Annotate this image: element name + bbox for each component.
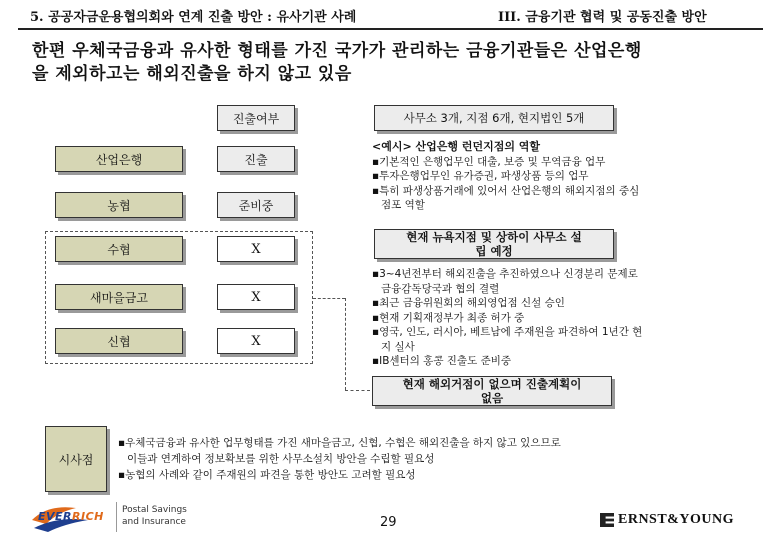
everrich-logo-text bbox=[38, 510, 104, 523]
kdb-bullet-cont: 점포 역할 bbox=[381, 199, 425, 211]
implication-line: ▪우체국금융과 유사한 업무형태를 가진 새마을금고, 신협, 수협은 해외진출을 하지 않고 있으므로 bbox=[118, 437, 561, 449]
implication-line: ▪농협의 사례와 같이 주재원의 파견을 통한 방안도 고려할 필요성 bbox=[118, 469, 416, 481]
nh-bullet: ▪영국, 인도, 러시아, 베트남에 주재원을 파견하여 1년간 현 bbox=[372, 326, 643, 338]
nh-callout-line1: 현재 뉴욕지점 및 상하이 사무소 설 bbox=[406, 230, 582, 244]
header-right-title: III. 금융기관 협력 및 공동진출 방안 bbox=[498, 10, 707, 25]
header-rule bbox=[18, 28, 763, 30]
everrich-subtitle bbox=[122, 504, 187, 528]
institution-suhyup: 수협 bbox=[55, 236, 183, 262]
nh-bullet: ▪현재 기획재정부가 최종 허가 중 bbox=[372, 311, 525, 324]
group-connector-h bbox=[313, 298, 345, 299]
kdb-example-title: <예시> 산업은행 런던지점의 역할 bbox=[372, 140, 541, 153]
nh-bullet: ▪IB센터의 홍콩 진출도 준비중 bbox=[372, 355, 512, 367]
group-connector-h2 bbox=[345, 390, 370, 391]
ernst-young-text: ERNST&YOUNG bbox=[618, 512, 734, 527]
institution-shinhyup: 신협 bbox=[55, 328, 183, 354]
page-number: 29 bbox=[380, 515, 397, 530]
others-summary-callout bbox=[372, 376, 612, 406]
nh-callout-line2: 립 예정 bbox=[475, 244, 513, 258]
everrich-sub1: Postal Savings bbox=[122, 505, 187, 515]
everrich-brand-ever: EVER bbox=[38, 510, 73, 523]
page-title-line1: 한편 우체국금융과 유사한 형태를 가진 국가가 관리하는 금융기관들은 산업은행 bbox=[32, 41, 642, 61]
nh-bullet: ▪최근 금융위원회의 해외영업점 신설 승인 bbox=[372, 297, 565, 309]
group-connector-v bbox=[345, 298, 346, 390]
nh-bullet-cont: 지 실사 bbox=[381, 340, 415, 353]
logo-divider bbox=[116, 502, 117, 532]
kdb-bullet: ▪투자은행업무인 유가증권, 파생상품 등의 업무 bbox=[372, 170, 589, 182]
column-header-status: 진출여부 bbox=[217, 105, 295, 131]
institution-kdb: 산업은행 bbox=[55, 146, 183, 172]
institution-nh: 농협 bbox=[55, 192, 183, 218]
institution-saemaul: 새마을금고 bbox=[55, 284, 183, 310]
status-suhyup: X bbox=[217, 236, 295, 262]
nh-notes bbox=[372, 267, 764, 369]
ernst-young-logo bbox=[600, 512, 734, 528]
implication-label: 시사점 bbox=[45, 426, 107, 492]
kdb-bullet: ▪특히 파생상품거래에 있어서 산업은행의 해외지점의 중심 bbox=[372, 184, 640, 197]
everrich-brand-rich: RICH bbox=[72, 510, 104, 523]
implication-notes bbox=[118, 435, 758, 483]
everrich-sub2: and Insurance bbox=[122, 517, 186, 527]
others-callout-line2: 없음 bbox=[480, 391, 504, 405]
nh-bullet-cont: 금융감독당국과 협의 결렬 bbox=[381, 282, 500, 295]
kdb-summary-callout: 사무소 3개, 지점 6개, 현지법인 5개 bbox=[374, 105, 614, 131]
page-title-line2: 을 제외하고는 해외진출을 하지 않고 있음 bbox=[32, 64, 352, 84]
nh-summary-callout bbox=[374, 229, 614, 259]
status-saemaul: X bbox=[217, 284, 295, 310]
status-shinhyup: X bbox=[217, 328, 295, 354]
kdb-bullet: ▪기본적인 은행업무인 대출, 보증 및 무역금융 업무 bbox=[372, 155, 606, 168]
implication-line: 이들과 연계하여 정보확보를 위한 사무소설치 방안을 수립할 필요성 bbox=[127, 453, 435, 465]
status-kdb: 진출 bbox=[217, 146, 295, 172]
status-nh: 준비중 bbox=[217, 192, 295, 218]
ey-mark-icon bbox=[600, 513, 614, 527]
everrich-logo bbox=[28, 498, 203, 536]
page-title bbox=[32, 40, 752, 86]
header-left-title: 5. 공공자금운용협의회와 연계 진출 방안 : 유사기관 사례 bbox=[30, 10, 357, 25]
others-callout-line1: 현재 해외거점이 없으며 진출계획이 bbox=[402, 377, 582, 391]
nh-bullet: ▪3~4년전부터 해외진출을 추진하였으나 신경분리 문제로 bbox=[372, 268, 638, 280]
kdb-example-notes bbox=[372, 140, 764, 213]
